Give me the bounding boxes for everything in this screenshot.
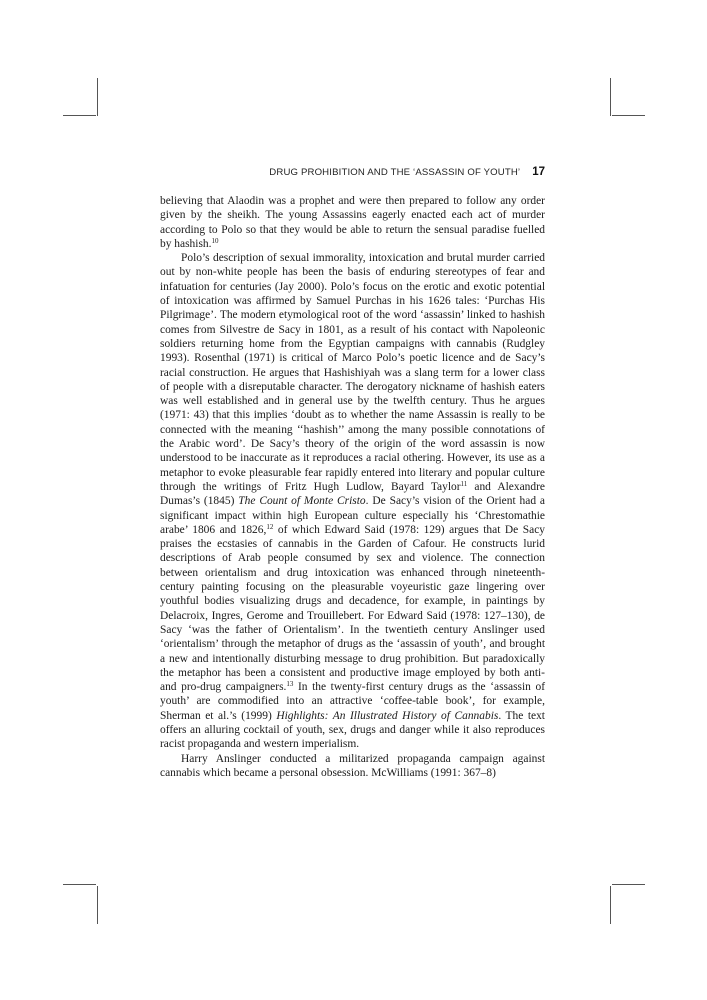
text-run: . The text offers an alluring cocktail of youth, sex, drugs and danger while it also reproduces racist propaganda and western imperialism. xyxy=(160,709,545,751)
paragraph xyxy=(160,251,545,751)
footnote-ref: 10 xyxy=(211,236,219,245)
italic-title: Highlights: An Illustrated History of Cannabis xyxy=(276,709,499,722)
text-run: believing that Alaodin was a prophet and were then prepared to follow any order given by the sheikh. The young Assassins eagerly enacted each act of murder according to Polo so that they would be able to return the sensual paradise fuelled by hashish. xyxy=(160,195,545,250)
paragraph xyxy=(160,194,545,251)
text-run: Polo’s description of sexual immorality, intoxication and brutal murder carried out by non-white people has been the basis of enduring stereotypes of fear and infatuation for centuries (Jay 2000). Polo’s focus on the erotic and exotic potential of intoxication was affirmed by Samuel Purchas in his 1626 tales: ‘Purchas His Pilgrimage’. The modern etymological root of the word ‘assassin’ linked to hashish comes from Silvestre de Sacy in 1801, as a result of his contact with Napoleonic soldiers returning home from the Egyptian campaigns with cannabis (Rudgley 1993). Rosenthal (1971) is critical of Marco Polo’s poetic licence and de Sacy’s racial construction. He argues that Hashishiyah was a slang term for a lower class of people with a disreputable character. The derogatory nickname of hashish eaters was well established and in general use by the twelfth century. Thus he argues (1971: 43) that this implies ‘doubt as to whether the name Assassin is really to be connected with the meaning ‘‘hashish’’ among the many possible connotations of the Arabic word’. De Sacy’s theory of the origin of the word assassin is now understood to be inaccurate as it reproduces a racial othering. However, its use as a metaphor to evoke pleasurable fear rapidly entered into literary and popular culture through the writings of Fritz Hugh Ludlow, Bayard Taylor xyxy=(160,252,545,493)
running-head: DRUG PROHIBITION AND THE ‘ASSASSIN OF YOUTH’ xyxy=(269,167,521,178)
crop-mark-top-right-vertical xyxy=(610,78,611,116)
text-run: of which Edward Said (1978: 129) argues that De Sacy praises the ecstasies of cannabis in the Garden of Cafour. He constructs lurid descriptions of Arab people consumed by sex and violence. The connection between orientalism and drug intoxication was enhanced through nineteenth-century painting focusing on the pleasurable voyeuristic gaze lingering over youthful bodies visualizing drugs and decadence, for example, in paintings by Delacroix, Ingres, Gerome and Trouillebert. For Edward Said (1978: 127–130), de Sacy ‘was the father of Orientalism’. In the twentieth century Anslinger used ‘orientalism’ through the metaphor of drugs as the ‘assassin of youth’, and brought a new and intentionally disturbing message to drug prohibition. But paradoxically the metaphor has been a consistent and productive image employed by both anti- and pro-drug campaigners. xyxy=(160,523,545,694)
crop-mark-bottom-left-vertical xyxy=(97,886,98,924)
crop-mark-bottom-right-vertical xyxy=(610,886,611,924)
crop-mark-top-right-horizontal xyxy=(612,115,645,116)
page-number: 17 xyxy=(532,166,545,178)
footnote-ref: 12 xyxy=(266,522,274,531)
text-run: . De Sacy’s vision of the Orient had a significant impact within high European culture especially his ‘Chrestomathie arabe’ 1806 and 1826, xyxy=(160,495,545,536)
crop-mark-top-left-vertical xyxy=(97,78,98,116)
italic-title: The Count of Monte Cristo xyxy=(238,495,366,508)
text-run: and Alexandre Dumas’s (1845) xyxy=(160,480,545,508)
page-header xyxy=(160,166,545,184)
paragraph xyxy=(160,752,545,781)
footnote-ref: 13 xyxy=(286,680,294,689)
text-run: In the twenty-first century drugs as the ‘assassin of youth’ are commodified into an attractive ‘coffee-table book’, for example, Sherman et al.’s (1999) xyxy=(160,681,545,722)
footnote-ref: 11 xyxy=(460,479,468,488)
crop-mark-bottom-left-horizontal xyxy=(63,884,96,885)
crop-mark-top-left-horizontal xyxy=(63,115,96,116)
body-text xyxy=(160,194,545,780)
text-run: Harry Anslinger conducted a militarized propaganda campaign against cannabis which became a personal obsession. McWilliams (1991: 367–8) xyxy=(160,752,545,779)
crop-mark-bottom-right-horizontal xyxy=(612,884,645,885)
